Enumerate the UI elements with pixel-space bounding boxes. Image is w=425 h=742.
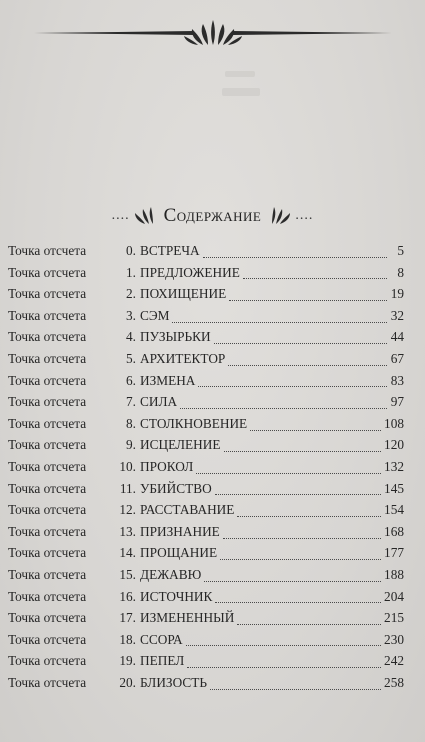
toc-entry xyxy=(8,437,404,459)
toc-entry-title: ПУЗЫРЬКИ xyxy=(140,329,211,345)
toc-entry-number: 16. xyxy=(119,588,136,604)
toc-entry-prefix: Точка отсчета xyxy=(8,523,87,539)
toc-entry xyxy=(8,632,404,654)
toc-entry xyxy=(8,675,404,697)
toc-dot-leader xyxy=(215,601,381,603)
toc-entry xyxy=(8,394,404,416)
toc-entry-title: БЛИЗОСТЬ xyxy=(140,674,207,690)
toc-entry-title: ПРИЗНАНИЕ xyxy=(140,523,220,539)
toc-entry-title: СТОЛКНОВЕНИЕ xyxy=(140,415,248,431)
toc-dot-leader xyxy=(203,256,387,258)
toc-entry-title: СИЛА xyxy=(140,394,178,410)
toc-entry xyxy=(8,351,404,373)
toc-entry-page: 120 xyxy=(384,437,404,453)
toc-entry-page: 8 xyxy=(397,264,404,280)
toc-entry-prefix: Точка отсчета xyxy=(8,437,87,453)
toc-dot-leader xyxy=(243,277,387,279)
page-title: Содержание xyxy=(163,205,262,226)
toc-entry-prefix: Точка отсчета xyxy=(8,243,87,258)
toc-entry-title: ПЕПЕЛ xyxy=(140,653,185,669)
toc-entry-prefix: Точка отсчета xyxy=(8,545,87,561)
toc-entry-page: 145 xyxy=(384,480,404,496)
toc-dot-leader xyxy=(210,688,381,690)
toc-entry-prefix: Точка отсчета xyxy=(8,480,87,496)
toc-entry xyxy=(8,373,404,395)
toc-dot-leader xyxy=(214,342,387,344)
toc-entry-title: УБИЙСТВО xyxy=(140,480,212,496)
toc-entry-title: РАССТАВАНИЕ xyxy=(140,502,235,518)
toc-dot-leader xyxy=(204,580,381,582)
toc-entry-page: 177 xyxy=(384,545,404,561)
toc-entry xyxy=(8,286,404,308)
toc-entry-page: 230 xyxy=(384,631,404,647)
toc-entry-title: ССОРА xyxy=(140,631,183,647)
toc-entry-number: 1. xyxy=(126,264,136,280)
toc-entry-page: 215 xyxy=(384,610,404,626)
toc-dot-leader xyxy=(237,623,381,625)
toc-entry-page: 168 xyxy=(384,523,404,539)
toc-entry xyxy=(8,416,404,438)
toc-entry xyxy=(8,459,404,481)
toc-entry-prefix: Точка отсчета xyxy=(8,286,87,302)
toc-dot-leader xyxy=(228,364,387,366)
toc-entry xyxy=(8,308,404,330)
toc-entry-prefix: Точка отсчета xyxy=(8,372,87,388)
toc-entry-number: 8. xyxy=(126,415,136,431)
toc-entry-prefix: Точка отсчета xyxy=(8,610,87,626)
toc-entry-number: 9. xyxy=(126,437,136,453)
table-of-contents xyxy=(8,243,404,696)
toc-entry-title: ПРОЩАНИЕ xyxy=(140,545,218,561)
top-ornament-icon xyxy=(34,18,392,48)
toc-entry-title: ПРОКОЛ xyxy=(140,458,194,474)
bleed-through-mark xyxy=(225,71,255,77)
toc-entry-title: АРХИТЕКТОР xyxy=(140,350,226,366)
toc-entry-page: 108 xyxy=(384,415,404,431)
toc-entry-page: 5 xyxy=(397,243,404,258)
toc-entry-number: 19. xyxy=(119,653,136,669)
toc-entry-page: 19 xyxy=(390,286,404,302)
toc-dot-leader xyxy=(250,429,381,431)
toc-dot-leader xyxy=(186,644,381,646)
toc-entry-title: ВСТРЕЧА xyxy=(140,243,200,258)
toc-entry-page: 97 xyxy=(390,394,404,410)
toc-entry-title: ПРЕДЛОЖЕНИЕ xyxy=(140,264,240,280)
toc-dot-leader xyxy=(220,558,381,560)
toc-entry-number: 20. xyxy=(119,674,136,690)
toc-entry-prefix: Точка отсчета xyxy=(8,458,87,474)
toc-entry xyxy=(8,329,404,351)
bleed-through-mark xyxy=(222,88,260,96)
toc-entry-number: 6. xyxy=(126,372,136,388)
toc-entry-page: 188 xyxy=(384,566,404,582)
toc-entry-prefix: Точка отсчета xyxy=(8,415,87,431)
toc-entry-number: 13. xyxy=(119,523,136,539)
toc-entry-page: 204 xyxy=(384,588,404,604)
toc-dot-leader xyxy=(215,493,381,495)
heading-left-dots: .... xyxy=(111,208,130,223)
toc-entry-prefix: Точка отсчета xyxy=(8,631,87,647)
toc-entry-number: 10. xyxy=(119,458,136,474)
toc-dot-leader xyxy=(172,321,387,323)
toc-entry-page: 67 xyxy=(390,350,404,366)
toc-entry xyxy=(8,589,404,611)
toc-entry-number: 14. xyxy=(119,545,136,561)
toc-entry-page: 44 xyxy=(390,329,404,345)
toc-entry xyxy=(8,524,404,546)
toc-entry-page: 32 xyxy=(390,307,404,323)
toc-entry-number: 7. xyxy=(126,394,136,410)
toc-dot-leader xyxy=(196,472,381,474)
toc-entry-page: 242 xyxy=(384,653,404,669)
toc-dot-leader xyxy=(229,299,387,301)
toc-entry xyxy=(8,502,404,524)
toc-entry xyxy=(8,653,404,675)
toc-entry-page: 83 xyxy=(390,372,404,388)
toc-entry-number: 0. xyxy=(126,243,136,258)
toc-entry-prefix: Точка отсчета xyxy=(8,566,87,582)
toc-dot-leader xyxy=(180,407,387,409)
toc-entry-number: 3. xyxy=(126,307,136,323)
toc-entry-title: ИСЦЕЛЕНИЕ xyxy=(140,437,221,453)
toc-entry-title: ИЗМЕНА xyxy=(140,372,196,388)
toc-entry xyxy=(8,481,404,503)
toc-dot-leader xyxy=(187,666,381,668)
toc-entry-prefix: Точка отсчета xyxy=(8,653,87,669)
toc-entry-title: ИСТОЧНИК xyxy=(140,588,213,604)
toc-entry-number: 18. xyxy=(119,631,136,647)
toc-entry-title: ИЗМЕНЕННЫЙ xyxy=(140,610,235,626)
toc-entry xyxy=(8,567,404,589)
toc-entry-title: ПОХИЩЕНИЕ xyxy=(140,286,227,302)
toc-entry xyxy=(8,610,404,632)
toc-entry xyxy=(8,243,404,265)
toc-entry-title: ДЕЖАВЮ xyxy=(140,566,202,582)
toc-entry-prefix: Точка отсчета xyxy=(8,674,87,690)
toc-dot-leader xyxy=(237,515,381,517)
toc-entry-number: 4. xyxy=(126,329,136,345)
right-flourish-icon xyxy=(270,206,292,226)
toc-entry-number: 5. xyxy=(126,350,136,366)
toc-entry-number: 12. xyxy=(119,502,136,518)
toc-entry-number: 17. xyxy=(119,610,136,626)
contents-heading xyxy=(0,203,425,229)
left-flourish-icon xyxy=(133,206,155,226)
toc-dot-leader xyxy=(223,537,381,539)
toc-entry-prefix: Точка отсчета xyxy=(8,307,87,323)
toc-entry-page: 154 xyxy=(384,502,404,518)
toc-entry-page: 132 xyxy=(384,458,404,474)
heading-right-dots: .... xyxy=(295,208,314,223)
toc-entry-number: 2. xyxy=(126,286,136,302)
toc-dot-leader xyxy=(198,385,387,387)
toc-entry xyxy=(8,545,404,567)
toc-entry xyxy=(8,265,404,287)
toc-entry-number: 11. xyxy=(119,480,136,496)
toc-entry-number: 15. xyxy=(119,566,136,582)
toc-entry-prefix: Точка отсчета xyxy=(8,588,87,604)
toc-entry-prefix: Точка отсчета xyxy=(8,264,87,280)
toc-entry-page: 258 xyxy=(384,674,404,690)
toc-entry-prefix: Точка отсчета xyxy=(8,394,87,410)
toc-entry-prefix: Точка отсчета xyxy=(8,502,87,518)
toc-entry-title: СЭМ xyxy=(140,307,170,323)
toc-entry-prefix: Точка отсчета xyxy=(8,329,87,345)
toc-dot-leader xyxy=(224,450,382,452)
toc-entry-prefix: Точка отсчета xyxy=(8,350,87,366)
